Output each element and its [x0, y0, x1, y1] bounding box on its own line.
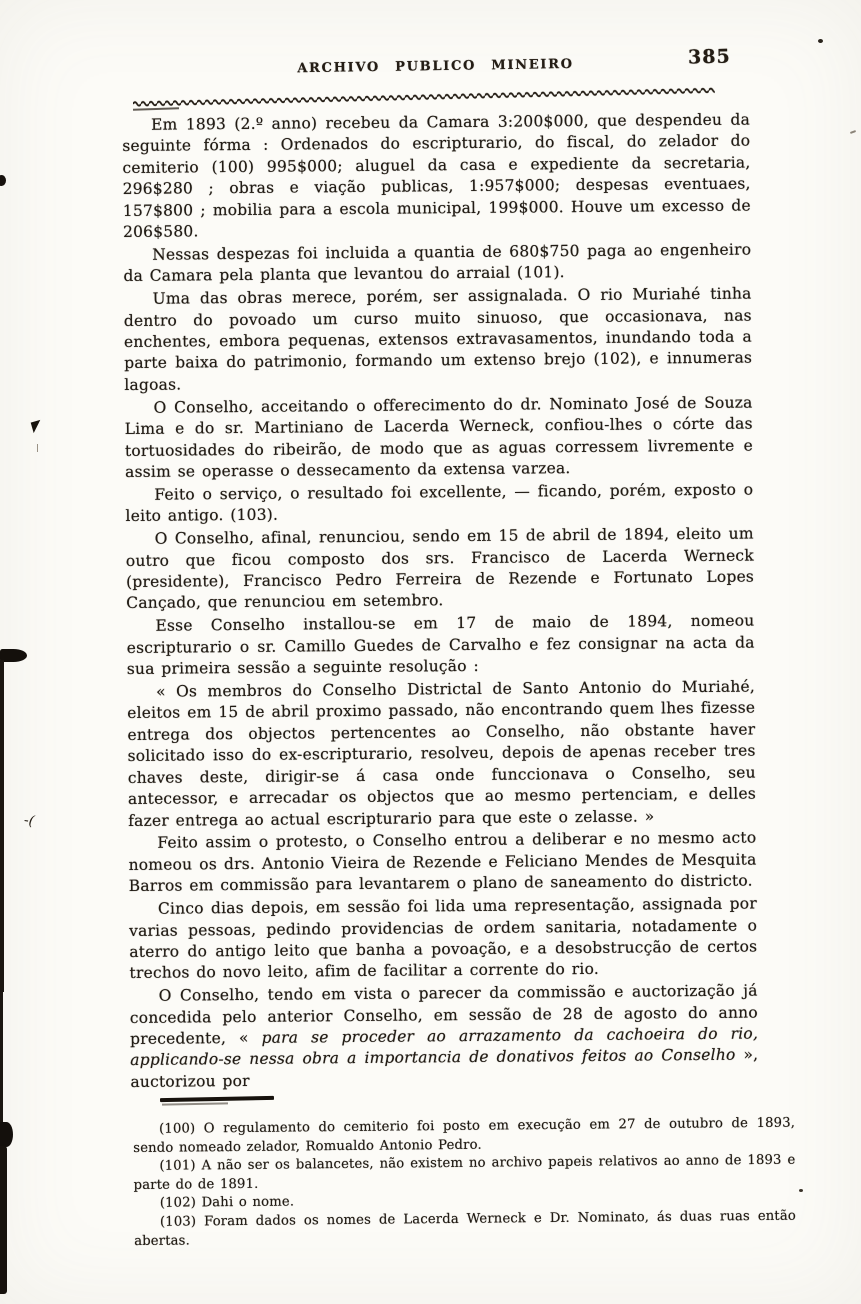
binding-edge-line	[0, 990, 3, 1124]
closing-paragraph-pre: O Conselho, tendo em vista o parecer da commissão e auctorização já concedida pelo anterior Conselho, em sessão de 28 de agosto do anno precedente, «	[129, 981, 758, 1049]
binding-edge-blob	[0, 1122, 13, 1147]
closing-paragraph-post: », auctorizou por	[130, 1045, 759, 1091]
binding-edge-blob	[0, 649, 27, 662]
header-rule-ghost-stroke	[133, 107, 179, 111]
binding-edge-line	[0, 660, 4, 992]
ink-speck	[0, 175, 6, 186]
page-header	[122, 50, 749, 79]
body-paragraph: Uma das obras merece, porém, ser assignalada. O rio Muriahé tinha dentro do povoado um curso muito sinuoso, que occasionava, nas enchentes, embora pequenas, extensos extravasamentos, inundando toda a parte baixa do patrimonio, formando um extenso brejo (102), e innumeras lagoas.	[123, 284, 753, 394]
body-paragraph: Feito o serviço, o resultado foi excellente, — ficando, porém, exposto o leito antigo. (103).	[125, 480, 754, 526]
body-paragraph-closing	[130, 981, 759, 1094]
footnote: (100) O regulamento do cemiterio foi posto em execução em 27 de outubro de 1893, sendo nomeado zelador, Romualdo Antonio Pedro.	[133, 1115, 796, 1156]
closing-paragraph-italic-quote: para se proceder ao arrazamento da cachoeira do rio, applicando-se nessa obra a importancia de donativos feitos ao Conselho	[130, 1024, 759, 1070]
body-paragraph: Cinco dias depois, em sessão foi lida uma representação, assignada por varias pessoas, pedindo providencias de ordem sanitaria, notadamente o aterro do antigo leito que banha a povoação, e a desobstrucção de certos trechos do novo leito, afim de facilitar a corrente do rio.	[129, 894, 758, 983]
ink-speck	[799, 1189, 803, 1192]
body-paragraph: Nessas despezas foi incluida a quantia de 680$750 paga ao engenheiro da Camara pela planta que levantou do arraial (101).	[123, 240, 752, 286]
body-paragraph: O Conselho, acceitando o offerecimento do dr. Nominato José de Souza Lima e do sr. Martiniano de Lacerda Werneck, confiou-lhes o córte das tortuosidades do ribeirão, de modo que as aguas corressem livremente e assim se operasse o dessecamento da extensa varzea.	[124, 393, 753, 481]
footnotes-block	[133, 1115, 796, 1252]
body-paragraph: O Conselho, afinal, renunciou, sendo em 15 de abril de 1894, eleito um outro que ficou composto dos srs. Francisco de Lacerda Werneck (presidente), Francisco Pedro Ferreira de Rezende e Fortunato Lopes Cançado, que renunciou em setembro.	[125, 524, 755, 613]
body-paragraph: Feito assim o protesto, o Conselho entrou a deliberar e no mesmo acto nomeou os drs. Antonio Vieira de Rezende e Feliciano Mendes de Mesquita Barros em commissão para levantarem o plano de saneamento do districto.	[128, 828, 757, 896]
binding-edge-line	[0, 1146, 7, 1294]
footnote: (101) A não ser os balancetes, não existem no archivo papeis relativos ao anno de 1893 e parte do de 1891.	[133, 1152, 796, 1193]
body-paragraph: Em 1893 (2.º anno) recebeu da Camara 3:200$000, que despendeu da seguinte fórma : Ordenados do escripturario, do fiscal, do zelador do cemiterio (100) 995$000; aluguel da casa e expediente da secretaria, 296$280 ; obras e viação publicas, 1:957$000; despesas eventuaes, 157$800 ; mobilia para a escola municipal, 199$000. Houve um excesso de 206$580.	[122, 110, 751, 242]
margin-handwritten-mark: -(	[22, 812, 36, 830]
ink-speck	[818, 39, 823, 43]
ink-speck	[850, 130, 856, 134]
running-title: ARCHIVO PUBLICO MINEIRO	[297, 56, 574, 77]
footnote-separator-ghost	[162, 1102, 228, 1105]
body-text-column	[122, 110, 759, 1095]
margin-flag-mark	[31, 420, 44, 433]
header-wavy-rule	[133, 85, 715, 108]
footnote: (103) Foram dados os nomes de Lacerda Werneck e Dr. Nominato, ás duas ruas então abertas.	[134, 1208, 797, 1249]
body-paragraph: Esse Conselho installou-se em 17 de maio de 1894, nomeou escripturario o sr. Camillo Guedes de Carvalho e fez consignar na acta da sua primeira sessão a seguinte resolução :	[126, 611, 755, 679]
body-paragraph-quotation: « Os membros do Conselho Districtal de Santo Antonio do Muriahé, eleitos em 15 de abril proximo passado, não encontrando quem lhes fizesse entrega dos objectos pertencentes ao Conselho, não obstante haver solicitado isso do ex-escripturario, resolveu, depois de apenas receber tres chaves deste, dirigir-se á casa onde funccionava o Conselho, seu antecessor, e arrecadar os objectos que ao mesmo pertenciam, e delles fazer entrega ao actual escripturario para que este o zelasse. »	[127, 677, 757, 830]
footnote-separator-rule	[160, 1096, 274, 1102]
page-number: 385	[687, 45, 731, 69]
margin-flag-mark-tail	[37, 444, 38, 452]
footnote: (102) Dahi o nome.	[159, 1194, 295, 1212]
